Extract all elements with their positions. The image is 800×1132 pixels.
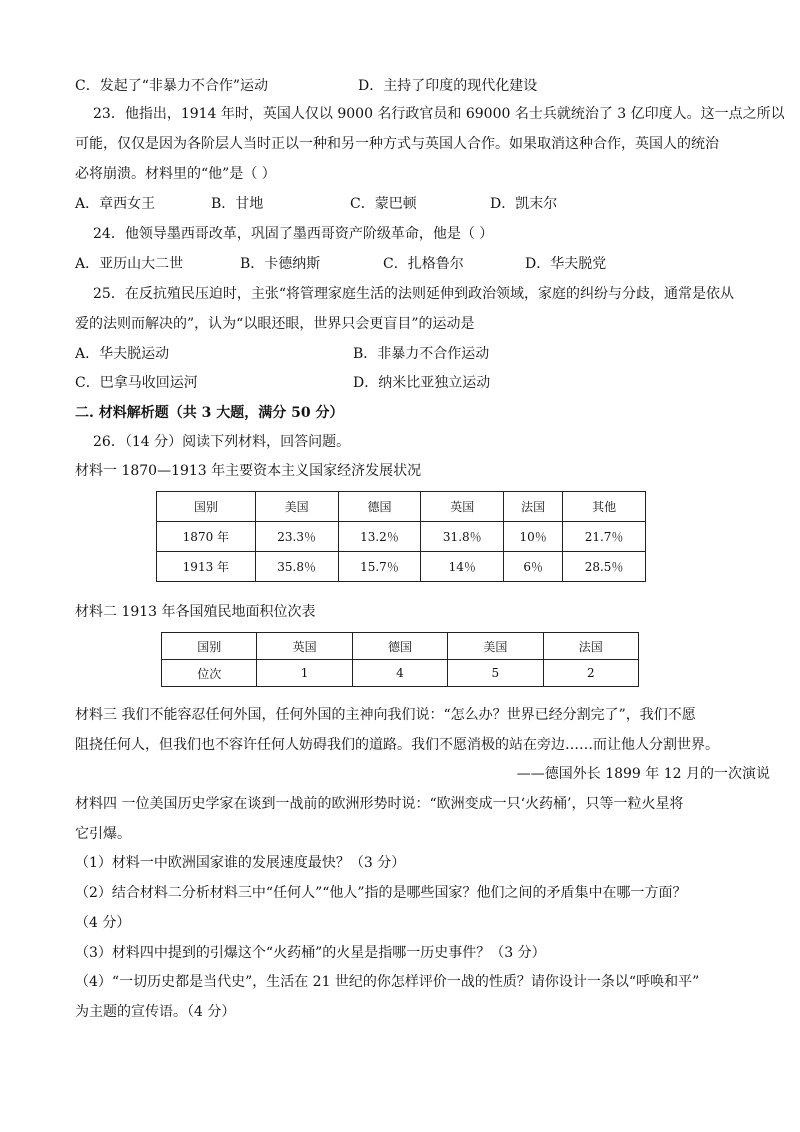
q25-option-a: A．华夫脱运动 bbox=[75, 346, 170, 362]
q25-option-b: B．非暴力不合作运动 bbox=[353, 346, 490, 362]
q25-stem-line1: 25．在反抗殖民压迫时，主张“将管理家庭生活的法则延伸到政治领域，家庭的纠纷与分歧，通常是依从 bbox=[93, 286, 734, 302]
sub-question-2-line2: （4 分） bbox=[75, 915, 131, 931]
sub-question-1: （1）材料一中欧洲国家谁的发展速度最快？（3 分） bbox=[75, 855, 406, 871]
q23-stem-line2: 可能，仅仅是因为各阶层人当时正以一种和另一种方式与英国人合作。如果取消这种合作，英国人的统治 bbox=[75, 136, 719, 152]
q22-option-c: C．发起了“非暴力不合作”运动 bbox=[75, 78, 269, 94]
table-cell: 2 bbox=[543, 660, 638, 687]
q24-option-d: D．华夫脱党 bbox=[525, 256, 607, 272]
table-header-cell: 法国 bbox=[504, 492, 563, 522]
table-cell: 35.8％ bbox=[255, 552, 338, 582]
table-row bbox=[157, 552, 646, 582]
table-cell: 10％ bbox=[504, 522, 563, 552]
colony-rank-table bbox=[161, 632, 639, 687]
table-header-cell: 国别 bbox=[162, 633, 257, 660]
material1-title: 材料一 1870—1913 年主要资本主义国家经济发展状况 bbox=[75, 463, 422, 479]
table-header-cell: 美国 bbox=[448, 633, 543, 660]
table-header-cell: 德国 bbox=[352, 633, 447, 660]
table-cell: 1 bbox=[257, 660, 352, 687]
q23-option-a: A．章西女王 bbox=[75, 196, 156, 212]
economic-development-table bbox=[156, 491, 646, 582]
q25-stem-line2: 爱的法则而解决的”，认为“以眼还眼，世界只会更盲目”的运动是 bbox=[75, 316, 475, 332]
q24-option-a: A．亚历山大二世 bbox=[75, 256, 184, 272]
q24-stem: 24．他领导墨西哥改革，巩固了墨西哥资产阶级革命，他是（ ） bbox=[93, 226, 494, 242]
table-cell: 1913 年 bbox=[157, 552, 256, 582]
table-header-row bbox=[162, 633, 639, 660]
table-cell: 23.3％ bbox=[255, 522, 338, 552]
q24-option-c: C．扎格鲁尔 bbox=[383, 256, 464, 272]
table-cell: 13.2％ bbox=[338, 522, 421, 552]
q25-option-c: C．巴拿马收回运河 bbox=[75, 375, 198, 391]
table-cell: 15.7％ bbox=[338, 552, 421, 582]
q23-option-d: D．凯末尔 bbox=[490, 196, 558, 212]
sub-question-4-line1: （4）“一切历史都是当代史”，生活在 21 世纪的你怎样评价一战的性质？请你设计一条以“呼唤和平” bbox=[75, 974, 700, 990]
material3-line1: 材料三 我们不能容忍任何外国，任何外国的主神向我们说：“怎么办？世界已经分割完了”，我们不愿 bbox=[75, 707, 696, 723]
table-cell: 28.5％ bbox=[563, 552, 646, 582]
sub-question-2-line1: （2）结合材料二分析材料三中“任何人”“他人”指的是哪些国家？他们之间的矛盾集中在哪一方面？ bbox=[75, 885, 687, 901]
table-cell: 14％ bbox=[421, 552, 504, 582]
table-cell: 位次 bbox=[162, 660, 257, 687]
q23-option-b: B．甘地 bbox=[211, 196, 264, 212]
q22-option-d: D．主持了印度的现代化建设 bbox=[358, 78, 538, 94]
material3-line2: 阻挠任何人，但我们也不容许任何人妨碍我们的道路。我们不愿消极的站在旁边……而让他人分割世界。 bbox=[75, 737, 719, 753]
table-header-cell: 英国 bbox=[421, 492, 504, 522]
material4-line1: 材料四 一位美国历史学家在谈到一战前的欧洲形势时说：“欧洲变成一只‘火药桶’，只等一粒火星将 bbox=[75, 796, 684, 812]
table-header-row bbox=[157, 492, 646, 522]
sub-question-3: （3）材料四中提到的引爆这个“火药桶”的火星是指哪一历史事件？（3 分） bbox=[75, 945, 546, 961]
table-cell: 31.8％ bbox=[421, 522, 504, 552]
table-header-cell: 美国 bbox=[255, 492, 338, 522]
q23-stem-line3: 必将崩溃。材料里的“他”是（ ） bbox=[75, 166, 276, 182]
q23-stem-line1: 23．他指出，1914 年时，英国人仅以 9000 名行政官员和 69000 名士兵就统治了 3 亿印度人。这一点之所以 bbox=[93, 106, 785, 122]
table-header-cell: 英国 bbox=[257, 633, 352, 660]
table-cell: 21.7％ bbox=[563, 522, 646, 552]
material4-line2: 它引爆。 bbox=[75, 826, 131, 842]
table-cell: 4 bbox=[352, 660, 447, 687]
q23-option-c: C．蒙巴顿 bbox=[350, 196, 417, 212]
material2-title: 材料二 1913 年各国殖民地面积位次表 bbox=[75, 604, 316, 620]
sub-question-4-line2: 为主题的宣传语。（4 分） bbox=[75, 1004, 236, 1020]
table-header-cell: 其他 bbox=[563, 492, 646, 522]
q24-option-b: B．卡德纳斯 bbox=[240, 256, 321, 272]
q25-option-d: D．纳米比亚独立运动 bbox=[353, 375, 491, 391]
table-header-cell: 德国 bbox=[338, 492, 421, 522]
table-cell: 6％ bbox=[504, 552, 563, 582]
table-row bbox=[162, 660, 639, 687]
table-cell: 5 bbox=[448, 660, 543, 687]
table-row bbox=[157, 522, 646, 552]
section2-title: 二. 材料解析题（共 3 大题，满分 50 分） bbox=[75, 405, 344, 421]
table-cell: 1870 年 bbox=[157, 522, 256, 552]
table-header-cell: 国别 bbox=[157, 492, 256, 522]
material3-source: ——德国外长 1899 年 12 月的一次演说 bbox=[516, 766, 770, 782]
table-header-cell: 法国 bbox=[543, 633, 638, 660]
q26-stem: 26．（14 分）阅读下列材料，回答问题。 bbox=[93, 434, 351, 450]
